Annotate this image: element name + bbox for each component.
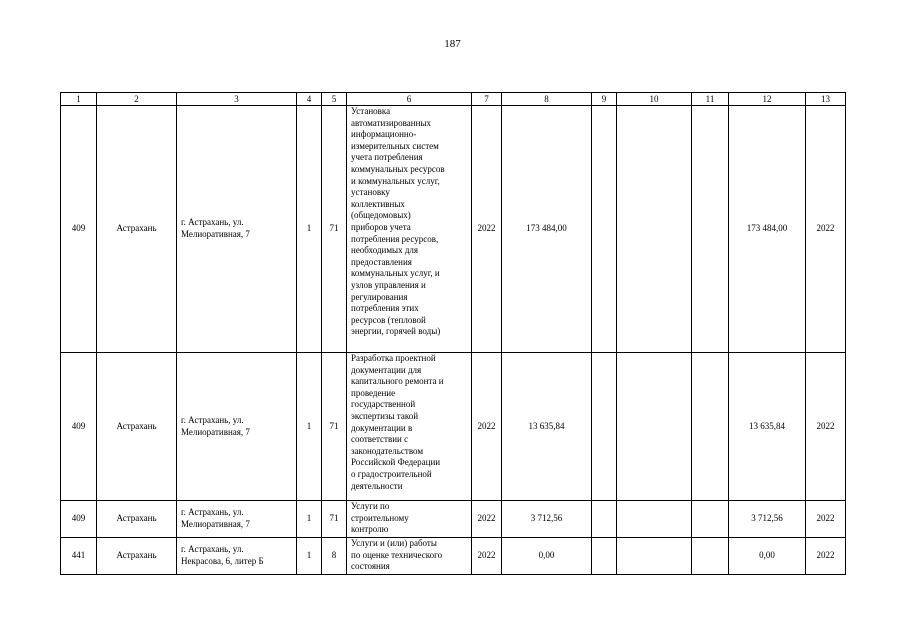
row-col4: 1 [297, 353, 322, 501]
row-address-line: г. Астрахань, ул. [181, 217, 244, 228]
description-line: документации для [351, 364, 422, 375]
description-line: предоставления [351, 256, 412, 267]
description-line: Установка [351, 106, 391, 116]
row-col9 [592, 353, 617, 501]
description-line: учета потребления [351, 152, 423, 163]
row-col13: 2022 [806, 501, 846, 538]
row-col13: 2022 [806, 106, 846, 353]
row-col5: 71 [322, 501, 347, 538]
description-line: необходимых для [351, 245, 419, 256]
row-col4: 1 [297, 106, 322, 353]
row-address [177, 353, 297, 501]
description-line: ресурсов (тепловой [351, 314, 426, 325]
row-col12: 173 484,00 [729, 106, 806, 353]
row-col10 [617, 538, 692, 575]
row-description [347, 538, 472, 575]
row-col13: 2022 [806, 538, 846, 575]
table-row [61, 353, 846, 501]
row-col10 [617, 353, 692, 501]
column-number: 6 [347, 93, 472, 106]
description-line: приборов учета [351, 221, 411, 232]
description-line: коммунальных ресурсов [351, 163, 445, 174]
column-number: 9 [592, 93, 617, 106]
column-number: 11 [692, 93, 729, 106]
description-line: и коммунальных услуг, [351, 175, 440, 186]
row-id: 441 [61, 538, 97, 575]
row-city: Астрахань [97, 353, 177, 501]
row-id: 409 [61, 353, 97, 501]
row-col4: 1 [297, 501, 322, 538]
description-line: коммунальных услуг, и [351, 268, 440, 279]
row-col5: 71 [322, 353, 347, 501]
row-address-line: Мелиоративная, 7 [181, 426, 250, 437]
row-year: 2022 [472, 538, 502, 575]
description-line: (общедомовых) [351, 210, 411, 221]
row-col4: 1 [297, 538, 322, 575]
row-city: Астрахань [97, 106, 177, 353]
row-col12: 13 635,84 [729, 353, 806, 501]
row-address [177, 501, 297, 538]
column-number: 10 [617, 93, 692, 106]
row-address-line: Некрасова, 6, литер Б [181, 556, 264, 566]
description-line: строительному [351, 512, 409, 523]
row-col13: 2022 [806, 353, 846, 501]
column-number: 8 [502, 93, 592, 106]
description-line: о градостроительной [351, 468, 432, 479]
description-line: документации в [351, 422, 413, 433]
row-id: 409 [61, 501, 97, 538]
description-line: установку [351, 187, 390, 198]
row-year: 2022 [472, 106, 502, 353]
description-line: контролю [351, 524, 389, 535]
description-line: информационно- [351, 129, 417, 140]
column-number: 5 [322, 93, 347, 106]
description-line: Российской Федерации [351, 457, 441, 468]
description-line: государственной [351, 399, 416, 410]
row-year: 2022 [472, 501, 502, 538]
description-line: Услуги по [351, 501, 390, 511]
table-row [61, 501, 846, 538]
description-line: автоматизированных [351, 117, 431, 128]
description-line: деятельности [351, 480, 403, 491]
row-address-line: г. Астрахань, ул. [181, 544, 244, 555]
row-col5: 71 [322, 106, 347, 353]
row-address-line: Мелиоративная, 7 [181, 519, 250, 529]
description-line: по оценке технического [351, 549, 443, 560]
description-line: экспертизы такой [351, 410, 419, 421]
row-col10 [617, 501, 692, 538]
row-col9 [592, 501, 617, 538]
column-number: 2 [97, 93, 177, 106]
row-address [177, 106, 297, 353]
row-col11 [692, 353, 729, 501]
table-row [61, 538, 846, 575]
row-col5: 8 [322, 538, 347, 575]
register-table [60, 92, 846, 575]
description-line: коллективных [351, 198, 405, 209]
page-number: 187 [444, 38, 461, 50]
description-line: измерительных систем [351, 140, 439, 151]
description-line: Услуги и (или) работы [351, 538, 437, 548]
row-col12: 0,00 [729, 538, 806, 575]
description-line: соответствии с [351, 434, 409, 445]
row-address-line: г. Астрахань, ул. [181, 507, 244, 518]
description-line: Разработка проектной [351, 353, 436, 363]
row-address [177, 538, 297, 575]
table-row [61, 106, 846, 353]
row-col9 [592, 538, 617, 575]
description-line: узлов управления и [351, 279, 426, 290]
row-description [347, 501, 472, 538]
description-line: потребления этих [351, 303, 419, 314]
row-col11 [692, 538, 729, 575]
column-number: 4 [297, 93, 322, 106]
row-description [347, 106, 472, 353]
row-amount: 13 635,84 [502, 353, 592, 501]
row-id: 409 [61, 106, 97, 353]
row-city: Астрахань [97, 538, 177, 575]
row-amount: 3 712,56 [502, 501, 592, 538]
row-city: Астрахань [97, 501, 177, 538]
description-line: энергии, горячей воды) [351, 326, 441, 337]
column-number: 13 [806, 93, 846, 106]
row-col11 [692, 106, 729, 353]
row-amount: 173 484,00 [502, 106, 592, 353]
description-line: регулирования [351, 291, 408, 302]
row-col11 [692, 501, 729, 538]
row-address-line: г. Астрахань, ул. [181, 414, 244, 425]
row-col12: 3 712,56 [729, 501, 806, 538]
column-number: 3 [177, 93, 297, 106]
column-number: 7 [472, 93, 502, 106]
row-description [347, 353, 472, 501]
column-number-row [61, 93, 846, 106]
row-year: 2022 [472, 353, 502, 501]
description-line: проведение [351, 387, 396, 398]
row-amount: 0,00 [502, 538, 592, 575]
column-number: 1 [61, 93, 97, 106]
description-line: потребления ресурсов, [351, 233, 439, 244]
column-number: 12 [729, 93, 806, 106]
description-line: законодательством [351, 445, 424, 456]
description-line: состояния [351, 561, 390, 572]
row-col10 [617, 106, 692, 353]
description-line: капитального ремонта и [351, 376, 444, 387]
row-address-line: Мелиоративная, 7 [181, 229, 250, 239]
row-col9 [592, 106, 617, 353]
